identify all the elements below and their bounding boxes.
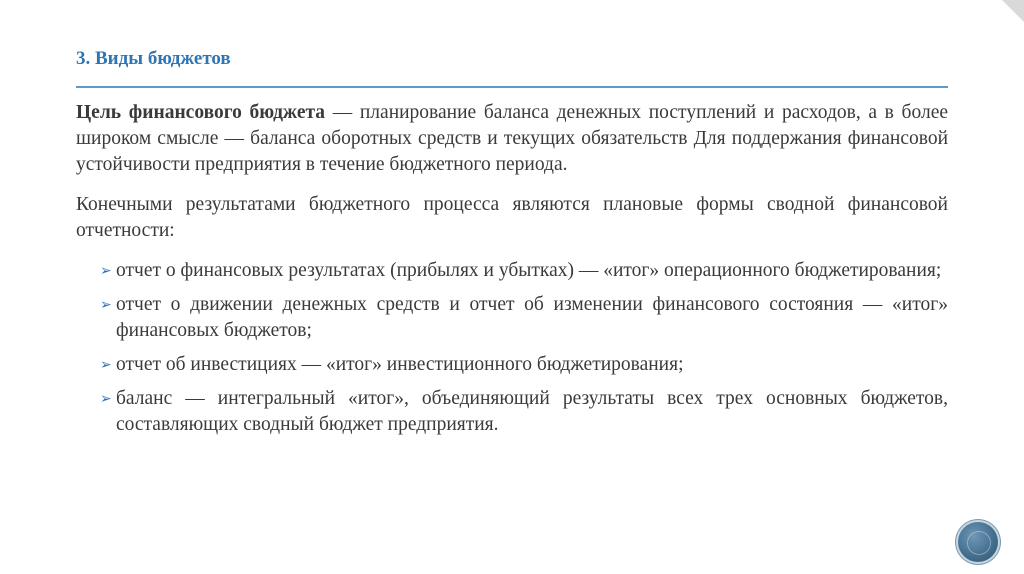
paragraph-results: Конечными результатами бюджетного процесса являются плановые формы сводной финансовой отчетности:	[76, 194, 948, 241]
goal-lead-text: Цель финансового бюджета	[76, 102, 326, 123]
list-item-text: отчет о движении денежных средств и отчет об изменении финансового состояния — «итог» финансовых бюджетов;	[116, 294, 948, 341]
title-divider	[76, 86, 948, 88]
list-item	[76, 386, 948, 438]
round-logo-icon	[958, 522, 998, 562]
goal-text: — планирование баланса денежных поступлений и расходов, а в более широком смысле — баланса оборотных средств и текущих обязательств Для поддержания финансовой устойчивости предприятия в течение бюджетного периода.	[76, 102, 949, 175]
logo-ring	[967, 531, 991, 555]
list-item	[76, 352, 948, 378]
list-item	[76, 292, 948, 344]
list-item	[76, 258, 948, 284]
list-item-text: баланс — интегральный «итог», объединяющий результаты всех трех основных бюджетов, составляющих сводный бюджет предприятия.	[116, 388, 948, 435]
list-item-text: отчет о финансовых результатах (прибылях и убытках) — «итог» операционного бюджетирования;	[116, 260, 942, 281]
corner-decoration	[1002, 0, 1024, 22]
arrow-bullet-icon: ➢	[100, 357, 112, 373]
slide-body	[76, 100, 948, 446]
slide-title: 3. Виды бюджетов	[76, 48, 231, 69]
paragraph-goal	[76, 100, 948, 178]
arrow-bullet-icon: ➢	[100, 297, 112, 313]
arrow-bullet-icon: ➢	[100, 263, 112, 279]
list-item-text: отчет об инвестициях — «итог» инвестиционного бюджетирования;	[116, 354, 684, 375]
arrow-bullet-icon: ➢	[100, 391, 112, 407]
bullet-list	[76, 258, 948, 438]
